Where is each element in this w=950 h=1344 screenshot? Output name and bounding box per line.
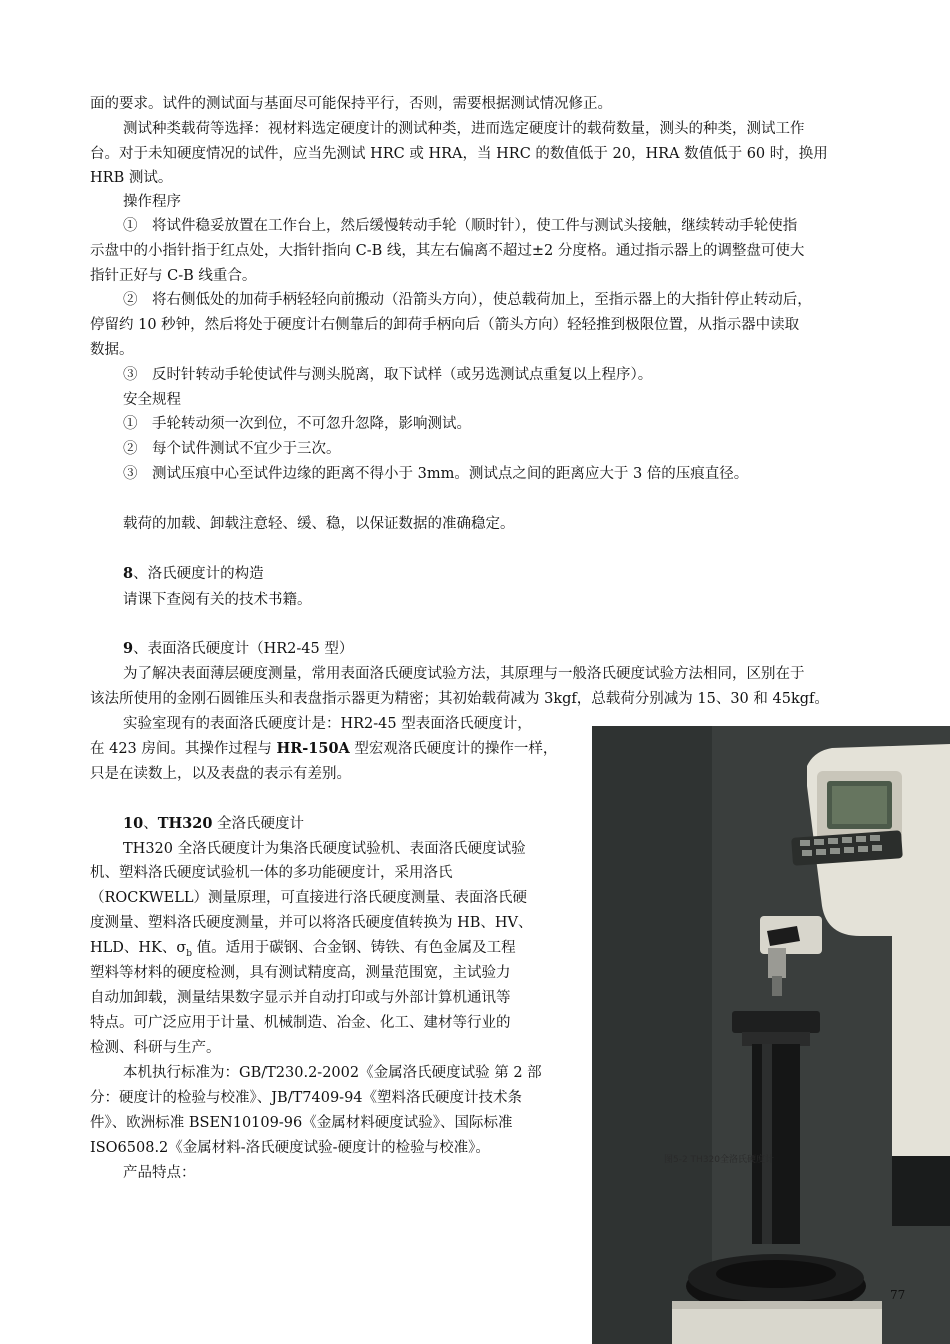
text-line: 为了解决表面薄层硬度测量，常用表面洛氏硬度试验方法，其原理与一般洛氏硬度试验方法相同，区别在于 bbox=[123, 666, 805, 682]
text-line: 机、塑料洛氏硬度试验机一体的多功能硬度计，采用洛氏 bbox=[90, 865, 453, 881]
text-line: 数据。 bbox=[90, 342, 134, 358]
text-segment: 在 423 房间。其操作过程与 bbox=[90, 741, 277, 757]
text-segment: 型宏观洛氏硬度计的操作一样， bbox=[349, 741, 558, 757]
text-line: 检测、科研与生产。 bbox=[90, 1040, 221, 1056]
text-line: ① 将试件稳妥放置在工作台上，然后缓慢转动手轮（顺时针），使工件与测试头接触，继续转动手轮使指 bbox=[123, 218, 798, 234]
text-line: 件》、欧洲标准 BSEN10109-96《金属材料硬度试验》、国际标准 bbox=[90, 1115, 513, 1131]
page-number: 77 bbox=[890, 1288, 906, 1302]
heading-text: 、洛氏硬度计的构造 bbox=[133, 566, 264, 582]
text-line: 面的要求。试件的测试面与基面尽可能保持平行，否则，需要根据测试情况修正。 bbox=[90, 96, 612, 112]
text-segment: HLD、HK、σ bbox=[90, 940, 187, 956]
text-line: 特点。可广泛应用于计量、机械制造、冶金、化工、建材等行业的 bbox=[90, 1015, 511, 1031]
subheading: 安全规程 bbox=[123, 392, 181, 408]
text-line: ISO6508.2《金属材料-洛氏硬度试验-硬度计的检验与校准》。 bbox=[90, 1140, 490, 1156]
text-line: 载荷的加载、卸载注意轻、缓、稳，以保证数据的准确稳定。 bbox=[123, 516, 515, 532]
subscript: b bbox=[186, 948, 193, 959]
text-line: 台。对于未知硬度情况的试件，应当先测试 HRC 或 HRA，当 HRC 的数值低于 20，HRA 数值低于 60 时，换用 bbox=[90, 146, 828, 162]
text-line: 只是在读数上，以及表盘的表示有差别。 bbox=[90, 766, 351, 782]
text-line: TH320 全洛氏硬度计为集洛氏硬度试验机、表面洛氏硬度试验 bbox=[123, 841, 526, 857]
heading-text: 、 bbox=[143, 816, 158, 832]
figure-caption: 图5-2 TH320全洛氏硬度计 bbox=[664, 1155, 775, 1165]
heading-number: 9 bbox=[123, 640, 134, 657]
text-segment: 值。适用于碳钢、合金钢、铸铁、有色金属及工程 bbox=[192, 940, 516, 956]
text-line: 实验室现有的表面洛氏硬度计是：HR2-45 型表面洛氏硬度计， bbox=[123, 716, 532, 732]
model-name: HR-150A bbox=[276, 740, 350, 757]
hardness-tester-photo bbox=[592, 726, 950, 1344]
text-line: 塑料等材料的硬度检测，具有测试精度高，测量范围宽，主试验力 bbox=[90, 965, 511, 981]
section-heading-8 bbox=[123, 563, 264, 585]
text-line: ③ 反时针转动手轮使试件与测头脱离，取下试样（或另选测试点重复以上程序）。 bbox=[123, 367, 653, 383]
text-line: ② 将右侧低处的加荷手柄轻轻向前搬动（沿箭头方向），使总载荷加上，至指示器上的大指针停止转动后， bbox=[123, 292, 812, 308]
hardness-tester-illustration bbox=[592, 726, 950, 1344]
heading-text: 全洛氏硬度计 bbox=[212, 816, 305, 832]
text-line: ② 每个试件测试不宜少于三次。 bbox=[123, 441, 341, 457]
heading-number: 8 bbox=[123, 565, 134, 582]
text-line: （ROCKWELL）测量原理，可直接进行洛氏硬度测量、表面洛氏硬 bbox=[90, 890, 527, 906]
text-line: 测试种类载荷等选择：视材料选定硬度计的测试种类，进而选定硬度计的载荷数量，测头的种类，测试工作 bbox=[123, 121, 805, 137]
section-heading-10 bbox=[123, 813, 304, 835]
text-line: 分：硬度计的检验与校准》、JB/T7409-94《塑料洛氏硬度计技术条 bbox=[90, 1090, 523, 1106]
text-line: 示盘中的小指针指于红点处，大指针指向 C-B 线，其左右偏离不超过±2 分度格。通过指示器上的调整盘可使大 bbox=[90, 243, 805, 259]
text-line: 该法所使用的金刚石圆锥压头和表盘指示器更为精密；其初始载荷减为 3kgf，总载荷分别减为 15、30 和 45kgf。 bbox=[90, 691, 829, 707]
text-line: 自动加卸载，测量结果数字显示并自动打印或与外部计算机通讯等 bbox=[90, 990, 511, 1006]
section-heading-9 bbox=[123, 638, 353, 660]
text-line: 产品特点： bbox=[123, 1165, 196, 1181]
text-line bbox=[90, 738, 557, 760]
text-line: ③ 测试压痕中心至试件边缘的距离不得小于 3mm。测试点之间的距离应大于 3 倍的压痕直径。 bbox=[123, 466, 749, 482]
text-line: 停留约 10 秒钟，然后将处于硬度计右侧靠后的卸荷手柄向后（箭头方向）轻轻推到极限位置，从指示器中读取 bbox=[90, 317, 800, 333]
text-line: HRB 测试。 bbox=[90, 170, 173, 186]
heading-number: 10 bbox=[123, 815, 144, 832]
subheading: 操作程序 bbox=[123, 194, 181, 210]
text-line: 请课下查阅有关的技术书籍。 bbox=[123, 592, 312, 608]
heading-text: 、表面洛氏硬度计（HR2-45 型） bbox=[133, 641, 354, 657]
text-line: 本机执行标准为：GB/T230.2-2002《金属洛氏硬度试验 第 2 部 bbox=[123, 1065, 542, 1081]
text-line bbox=[90, 937, 516, 965]
model-name: TH320 bbox=[157, 815, 213, 832]
text-line: 指针正好与 C-B 线重合。 bbox=[90, 268, 257, 284]
text-line: ① 手轮转动须一次到位，不可忽升忽降，影响测试。 bbox=[123, 416, 471, 432]
text-line: 度测量、塑料洛氏硬度测量，并可以将洛氏硬度值转换为 HB、HV、 bbox=[90, 915, 533, 931]
